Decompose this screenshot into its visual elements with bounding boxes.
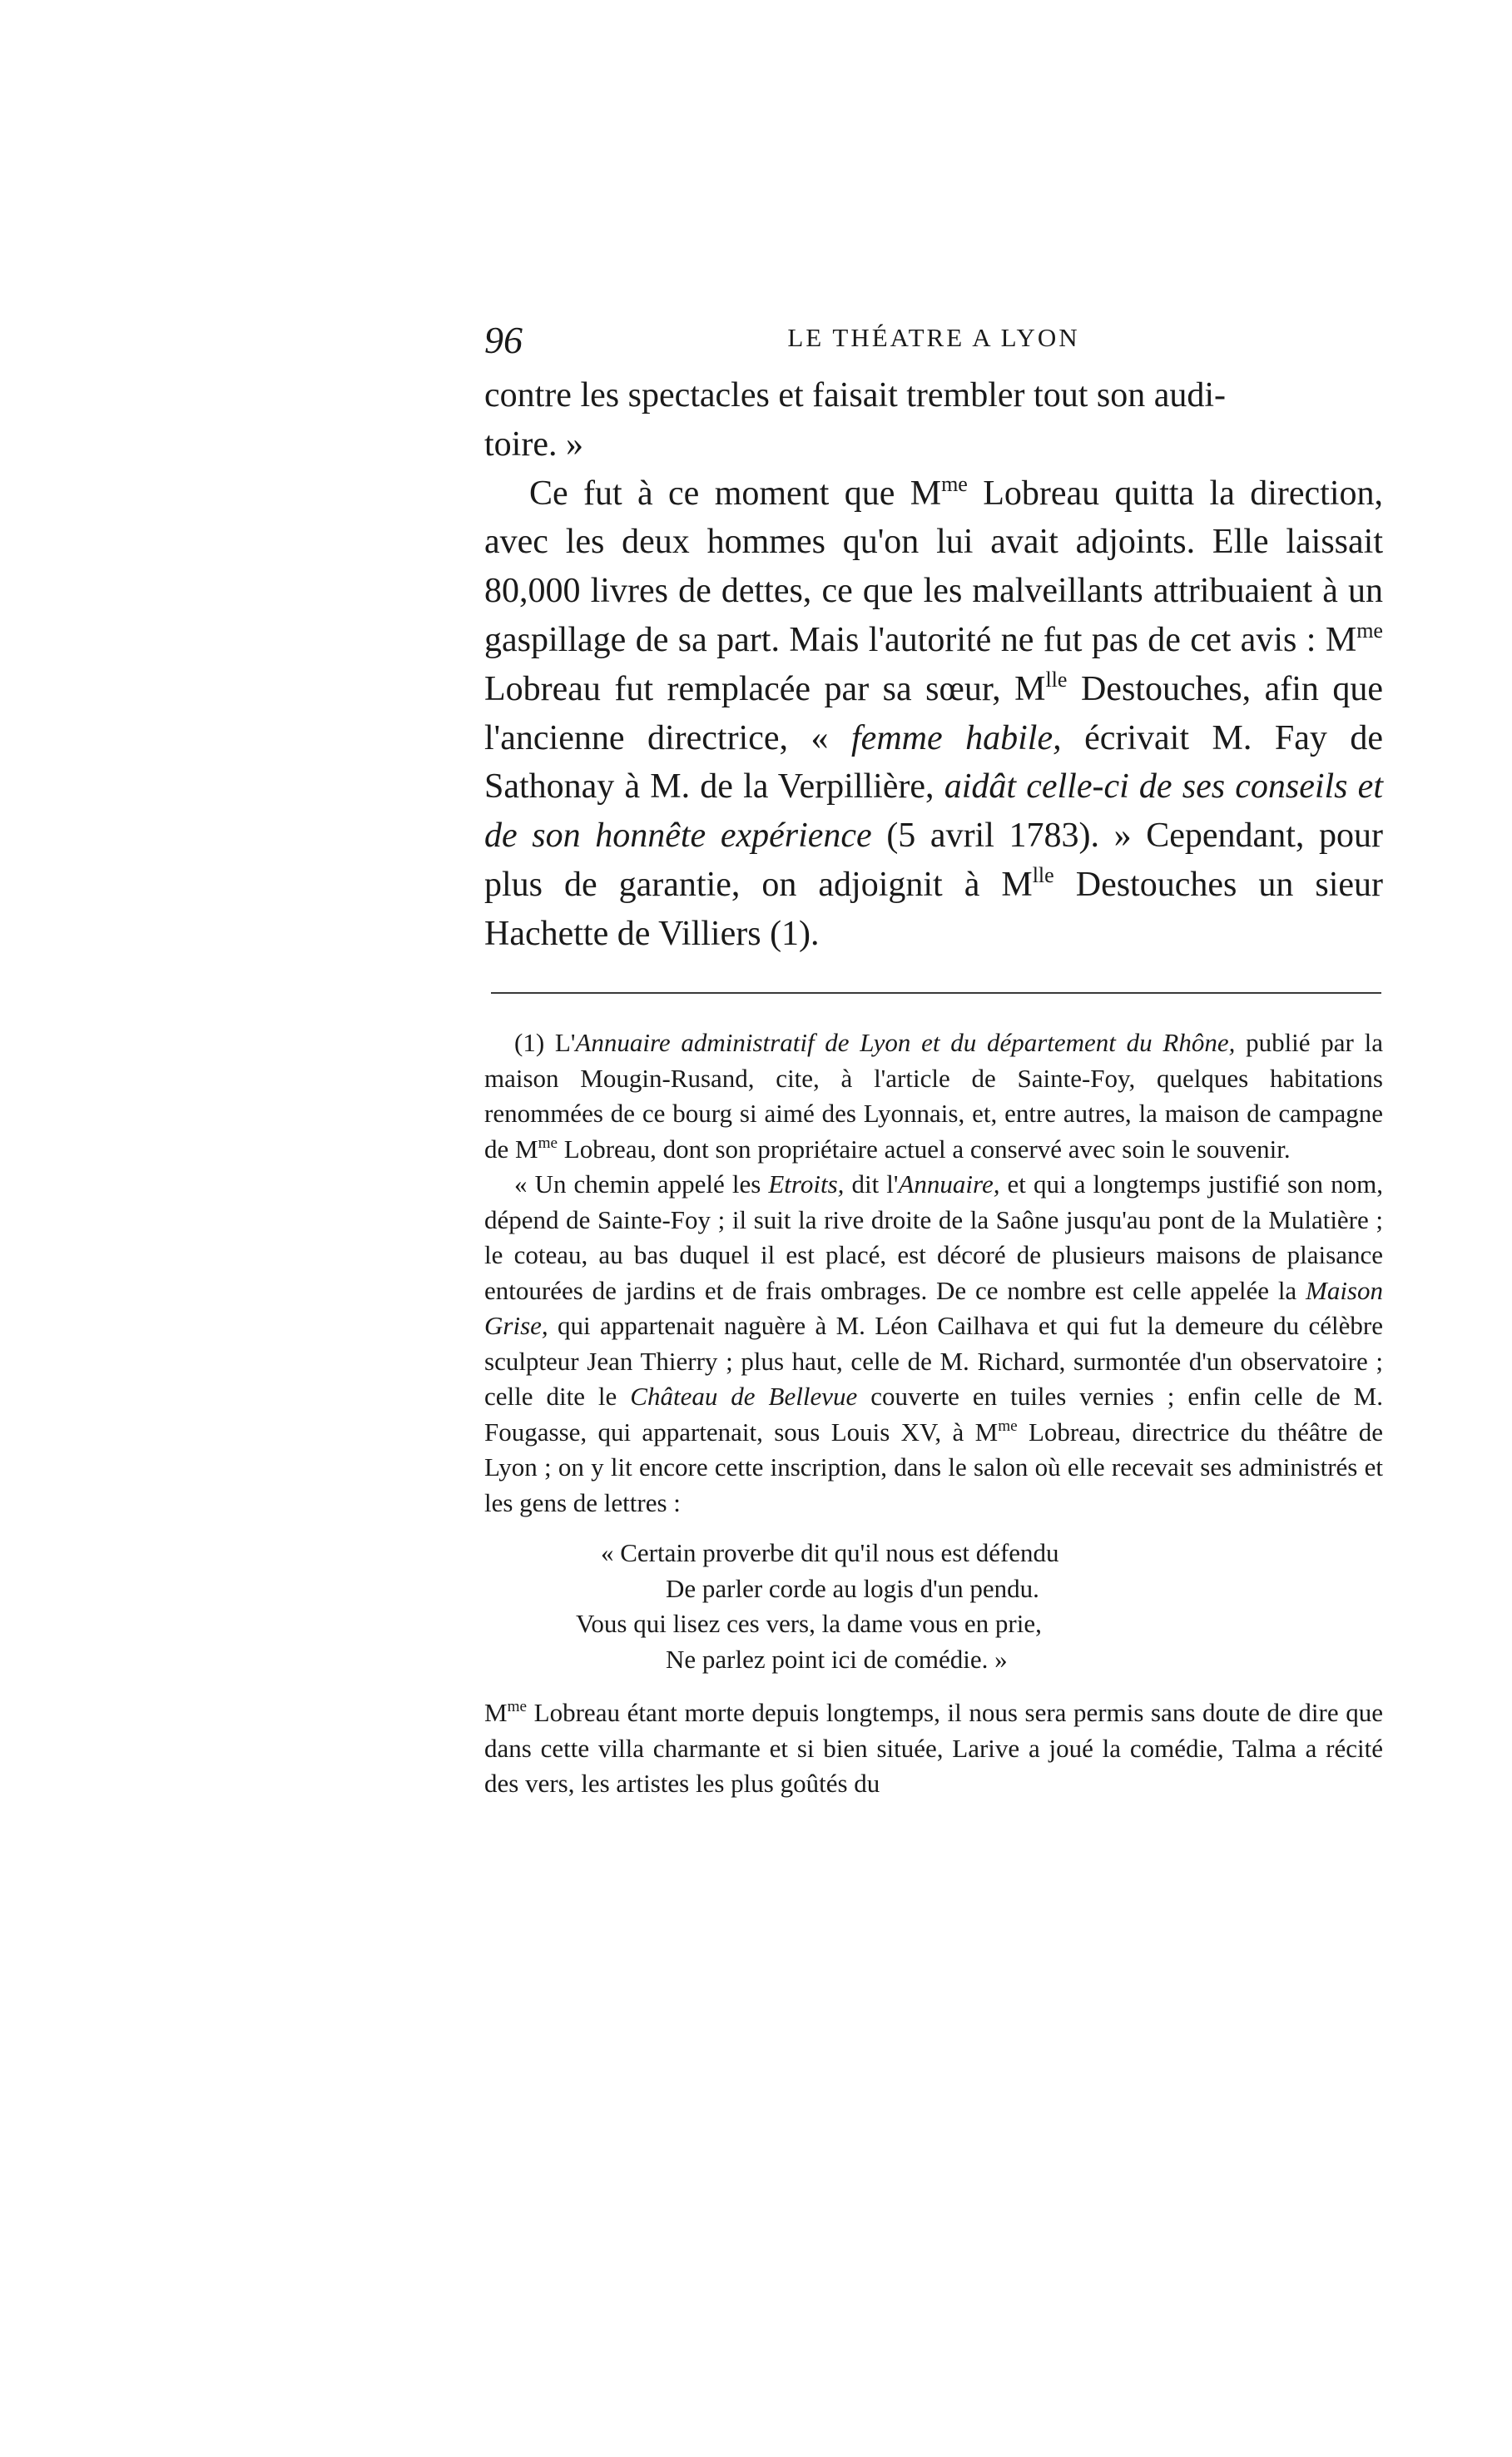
text-run: (1) L': [514, 1028, 576, 1057]
text-run: Lobreau, directrice du théâtre de Lyon ; on y lit encore cette inscription, dans le salon où elle recevait ses administrés et les gens de lettres :: [484, 1417, 1383, 1517]
text-run: Lobreau fut remplacée par sa sœur, M: [484, 669, 1046, 708]
italic-text: Château de Bellevue: [630, 1382, 858, 1411]
text-run: et qui a longtemps justifié son nom, dépend de Sainte-Foy ; il suit la rive droite de la Saône jusqu'au pont de la Mulatière ; le coteau, au bas duquel il est placé, est décoré de plusieurs maisons de plaisance entourées de jardins et de frais ombrages. De ce nombre est celle appelée la: [484, 1169, 1383, 1305]
text-run: écrivait M. Fay de Sathonay à M. de la Verpillière,: [484, 718, 1383, 807]
superscript: lle: [1032, 862, 1054, 887]
verse-line: « Certain proverbe dit qu'il nous est défendu: [601, 1538, 1059, 1567]
text-run: (5 avril 1783). » Cependant, pour plus de garantie, on adjoignit à M: [484, 817, 1383, 904]
superscript: me: [941, 471, 968, 496]
footnote-separator: [491, 992, 1381, 994]
verse-line: Vous qui lisez ces vers, la dame vous en prie,: [576, 1609, 1042, 1638]
text-line: toire. »: [484, 424, 583, 464]
text-run: publié par la maison Mougin-Rusand, cite, à l'article de Sainte-Foy, quelques habitations renommées de ce bourg si aimé des Lyonnais, et, entre autres, la maison de campagne de M: [484, 1028, 1383, 1164]
text-run: Lobreau étant morte depuis longtemps, il nous sera permis sans doute de dire que dans cette villa charmante et si bien située, Larive a joué la comédie, Talma a récité des vers, les artistes les plus goûtés du: [484, 1698, 1383, 1798]
italic-text: femme habile,: [851, 718, 1062, 757]
italic-quote: aidât celle-ci de ses conseils et de son honnête expérience: [484, 767, 1383, 856]
paragraph-continuation: [484, 371, 1383, 469]
superscript: me: [507, 1698, 528, 1716]
italic-text: Etroits,: [768, 1169, 845, 1199]
text-line: contre les spectacles et faisait trembler tout son audi-: [484, 376, 1227, 414]
italic-text: Maison Grise,: [484, 1275, 1383, 1340]
running-title: LE THÉATRE A LYON: [787, 323, 1080, 352]
superscript: me: [538, 1134, 558, 1152]
page-number: 96: [484, 319, 523, 361]
verse-inscription: [484, 1536, 1383, 1677]
text-run: M: [484, 1698, 508, 1727]
text-run: qui appartenait naguère à M. Léon Cailhava et qui fut la demeure du célèbre sculpteur Jean Thierry ; plus haut, celle de M. Richard, surmontée d'un observatoire ; celle dite le: [484, 1311, 1383, 1411]
superscript: lle: [1045, 667, 1068, 692]
text-run: Lobreau, dont son propriétaire actuel a conservé avec soin le souvenir.: [558, 1134, 1291, 1164]
text-run: « Un chemin appelé les: [514, 1169, 769, 1199]
footnote-paragraph: [484, 1167, 1383, 1521]
paragraph-direction-change: [484, 469, 1383, 959]
text-run: Lobreau quitta la direction, avec les deux hommes qu'on lui avait adjoints. Elle laissait 80,000 livres de dettes, ce que les malveillants attribuaient à un gaspillage de sa part. Mais l'autorité ne fut pas de cet avis : M: [484, 474, 1383, 659]
verse-line: Ne parlez point ici de comédie. »: [666, 1644, 1008, 1674]
text-run: dit l': [844, 1169, 899, 1199]
superscript: me: [1356, 618, 1383, 643]
italic-text: Annuaire,: [898, 1169, 1000, 1199]
verse-line: De parler corde au logis d'un pendu.: [666, 1573, 1039, 1603]
superscript: me: [998, 1417, 1018, 1435]
text-run: couverte en tuiles vernies ; enfin celle de M. Fougasse, qui appartenait, sous Louis XV, à M: [484, 1382, 1383, 1447]
running-head: [484, 318, 1383, 368]
footnote-paragraph: [484, 1695, 1383, 1802]
italic-text: Annuaire administratif de Lyon et du département du Rhône,: [575, 1028, 1236, 1057]
main-text: [484, 371, 1383, 959]
text-run: Destouches un sieur Hachette de Villiers (1).: [484, 865, 1383, 953]
text-run: Ce fut à ce moment que M: [529, 474, 942, 513]
footnote-paragraph: [484, 1025, 1383, 1167]
text-run: Destouches, afin que l'ancienne directrice, «: [484, 669, 1383, 757]
footnote: [484, 1025, 1383, 1802]
